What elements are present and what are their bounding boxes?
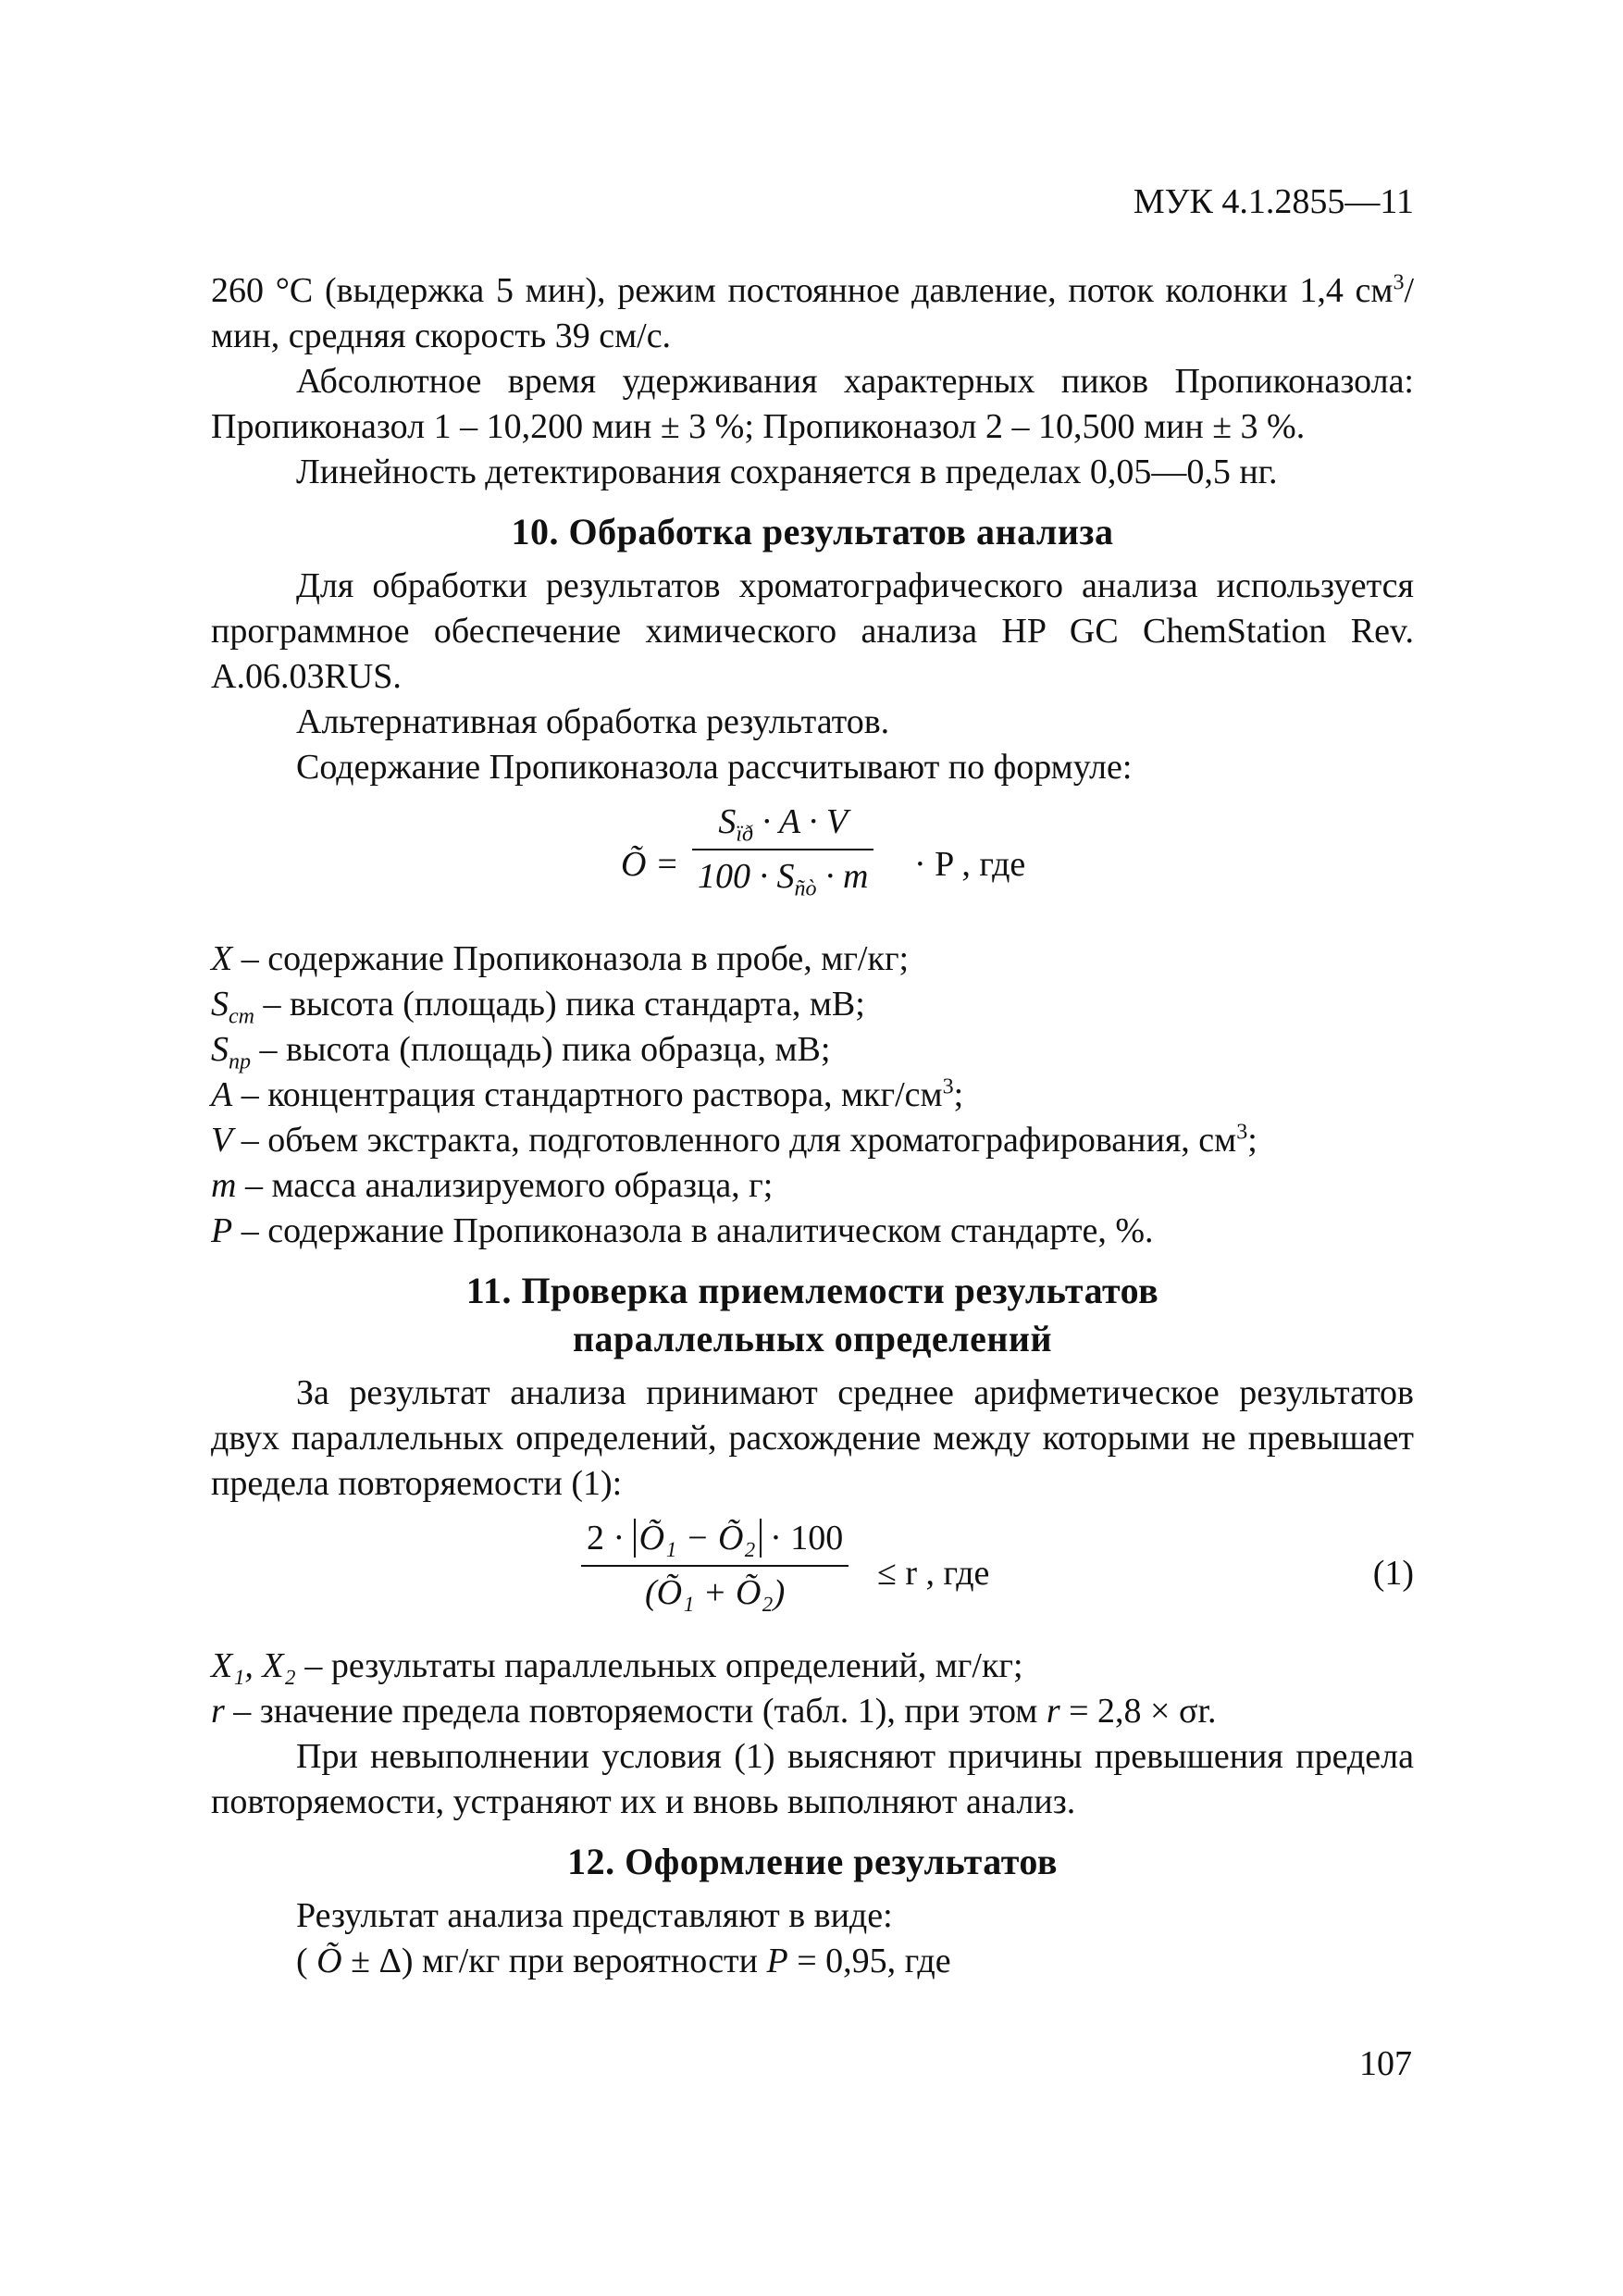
document-code-header: МУК 4.1.2855—11 xyxy=(1133,182,1414,221)
intro-paragraph-3: Линейность детектирования сохраняется в пределах 0,05—0,5 нг. xyxy=(296,453,1278,491)
definition-symbol: S xyxy=(211,1030,229,1069)
formula-abs-content: Õ₁ − Õ₂ xyxy=(638,1519,756,1558)
superscript: 3 xyxy=(1236,1120,1248,1145)
superscript: 3 xyxy=(942,1074,954,1099)
definition-text-end: = 2,8 × σr. xyxy=(1059,1692,1217,1731)
section-12-paragraph-1: Результат анализа представляют в виде: xyxy=(296,1896,893,1935)
definition-text: – содержание Пропиконазола в аналитическом стандарте, %. xyxy=(232,1211,1154,1250)
result-text-end: = 0,95, где xyxy=(787,1942,951,1980)
section-11-title-line-2: параллельных определений xyxy=(573,1318,1052,1359)
section-12-title: 12. Оформление результатов xyxy=(567,1841,1058,1882)
definition-text: – содержание Пропиконазола в пробе, мг/кг; xyxy=(232,939,910,978)
section-12-paragraph-2 xyxy=(211,1939,1414,1984)
definition-symbol: r xyxy=(211,1692,225,1731)
section-11-paragraph-1: За результат анализа принимают среднее арифметическое результатов двух параллельных определений, расхождение между которыми не превышает предела повторяемости (1): xyxy=(211,1373,1414,1503)
intro-paragraph-1 xyxy=(211,268,1414,359)
superscript: 3 xyxy=(1393,270,1405,295)
content-formula xyxy=(211,800,1414,929)
formula-symbol: S xyxy=(718,802,737,841)
definition-x xyxy=(211,937,1414,982)
definition-r xyxy=(211,1689,1414,1734)
definition-symbol: m xyxy=(211,1166,237,1205)
definition-subscript: пр xyxy=(229,1049,251,1074)
equation-number: (1) xyxy=(1372,1554,1414,1593)
formula-numerator-b: · 100 xyxy=(770,1519,844,1558)
definition-tail: ; xyxy=(953,1075,964,1114)
definition-text: – объем экстракта, подготовленного для хроматографирования, см xyxy=(232,1121,1237,1160)
definition-p xyxy=(211,1209,1414,1254)
formula-fraction xyxy=(581,1516,849,1616)
formula-fraction xyxy=(692,800,873,900)
definition-m xyxy=(211,1163,1414,1209)
section-10-paragraph-3: Содержание Пропиконазола рассчитывают по формуле: xyxy=(296,748,1133,787)
definition-symbol: X₁, X₂ xyxy=(211,1646,296,1685)
definition-v xyxy=(211,1118,1414,1163)
definition-symbol: A xyxy=(211,1075,233,1114)
intro-text: 260 °С (выдержка 5 мин), режим постоянное давление, поток колонки 1,4 см xyxy=(211,271,1394,310)
paren-open: ( xyxy=(296,1942,317,1980)
intro-text-end: /мин, средняя скорость 39 см/с. xyxy=(211,271,1414,355)
definition-symbol: r xyxy=(1046,1692,1060,1731)
section-10-paragraph-1: Для обработки результатов хроматографического анализа используется программное обеспечение химического анализа HP GC ChemStation Rev. A.06.03RUS. xyxy=(211,566,1414,696)
definition-s-pr xyxy=(211,1027,1414,1073)
definition-symbol: P xyxy=(211,1211,233,1250)
formula-numerator-rest: · A · V xyxy=(762,802,849,841)
section-11-title xyxy=(211,1267,1414,1363)
formula-denominator-a: 100 · S xyxy=(698,857,795,896)
definition-x1-x2 xyxy=(211,1644,1414,1689)
definition-text: – масса анализируемого образца, г; xyxy=(236,1166,774,1205)
formula-subscript: ïð xyxy=(736,822,754,847)
formula-lhs: Õ = xyxy=(621,845,679,884)
definition-subscript: ст xyxy=(229,1004,254,1029)
formula-denominator-b: · m xyxy=(825,857,869,896)
probability-symbol: P xyxy=(766,1942,788,1980)
formula-numerator-a: 2 · xyxy=(587,1519,626,1558)
result-text: ± Δ) мг/кг при вероятности xyxy=(341,1942,767,1980)
repeatability-formula xyxy=(211,1516,1414,1636)
section-10-title: 10. Обработка результатов анализа xyxy=(511,511,1114,552)
section-11-title-line-1: 11. Проверка приемлемости результатов xyxy=(465,1270,1159,1311)
definition-text: – высота (площадь) пика образца, мВ; xyxy=(251,1030,831,1069)
formula-numerator xyxy=(581,1516,849,1565)
definition-a xyxy=(211,1073,1414,1118)
definition-s-st xyxy=(211,982,1414,1027)
section-10-paragraph-2: Альтернативная обработка результатов. xyxy=(296,702,890,741)
definition-text: – значение предела повторяемости (табл. 1), при этом xyxy=(224,1692,1047,1731)
section-11-paragraph-2: При невыполнении условия (1) выясняют причины превышения предела повторяемости, устраняют их и вновь выполняют анализ. xyxy=(211,1737,1414,1821)
result-symbol: Õ xyxy=(316,1942,342,1980)
formula-subscript: ñò xyxy=(794,876,817,901)
formula-rhs: ≤ r , где xyxy=(877,1554,990,1593)
definition-text: – концентрация стандартного раствора, мкг/см xyxy=(232,1075,943,1114)
definition-symbol: S xyxy=(211,985,229,1024)
page-content xyxy=(211,268,1414,1984)
formula-numerator xyxy=(692,800,873,849)
definition-symbol: V xyxy=(211,1121,233,1160)
definition-text: – результаты параллельных определений, мг/кг; xyxy=(295,1646,1023,1685)
definition-tail: ; xyxy=(1247,1121,1258,1160)
formula-denominator xyxy=(581,1565,849,1616)
definition-text: – высота (площадь) пика стандарта, мВ; xyxy=(254,985,865,1024)
formula-rhs: · P , где xyxy=(914,845,1026,884)
absolute-value xyxy=(634,1519,762,1558)
definitions-list xyxy=(211,937,1414,1254)
formula-denominator-text: (Õ₁ + Õ₂) xyxy=(645,1573,786,1612)
definition-symbol: X xyxy=(211,939,233,978)
intro-paragraph-2: Абсолютное время удерживания характерных пиков Пропиконазола: Пропиконазол 1 – 10,200 мин ± 3 %; Пропиконазол 2 – 10,500 мин ± 3 %. xyxy=(211,362,1414,446)
formula-denominator xyxy=(692,849,873,900)
page-number: 107 xyxy=(1359,2044,1412,2083)
